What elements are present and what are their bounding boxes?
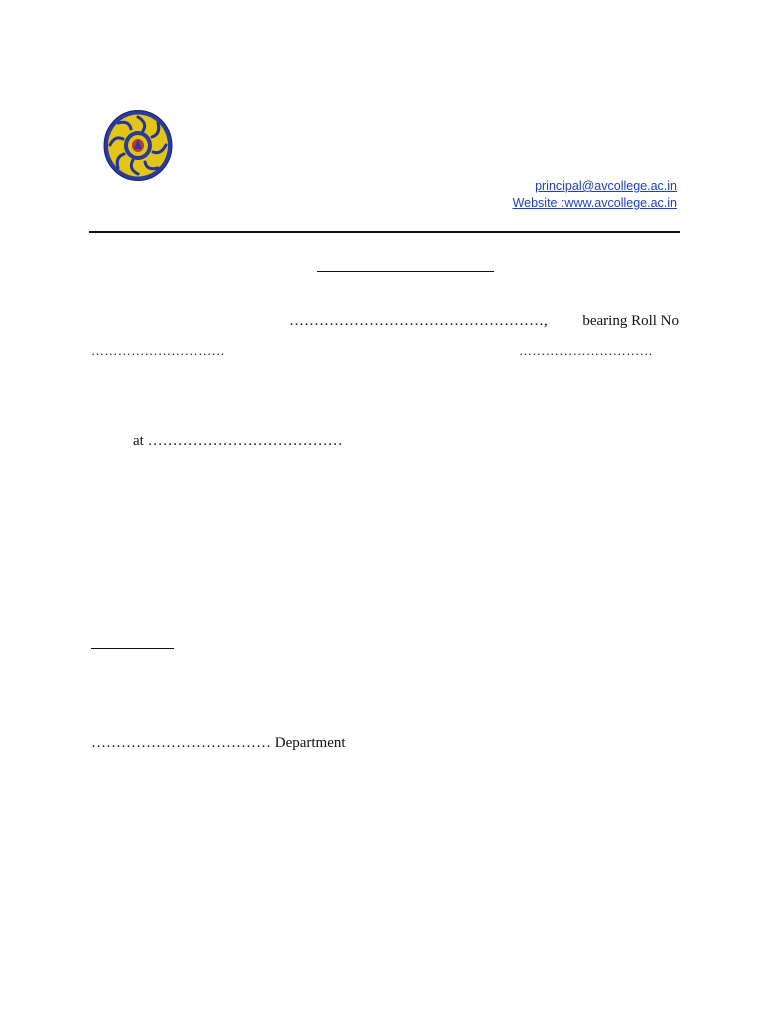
department-label: Department — [274, 735, 346, 751]
name-roll-row — [289, 312, 679, 330]
department-row — [91, 734, 346, 752]
email-link[interactable]: principal@avcollege.ac.in — [535, 179, 677, 193]
name-blank: ……………………………………………, — [289, 313, 548, 329]
at-row — [133, 432, 343, 450]
signature-underline — [91, 648, 174, 649]
department-blank: ……………………………… — [91, 735, 271, 751]
at-label: at — [133, 433, 144, 449]
at-blank: ………………………………… — [147, 433, 343, 449]
title-underline — [317, 271, 494, 272]
college-seal-logo — [103, 109, 173, 182]
website-link[interactable]: Website :www.avcollege.ac.in — [512, 196, 677, 210]
class-blank: ………………………… — [519, 343, 653, 358]
roll-no-blank: ………………………… — [91, 343, 225, 358]
roll-no-label: bearing Roll No — [582, 313, 679, 329]
header-divider — [89, 231, 680, 233]
